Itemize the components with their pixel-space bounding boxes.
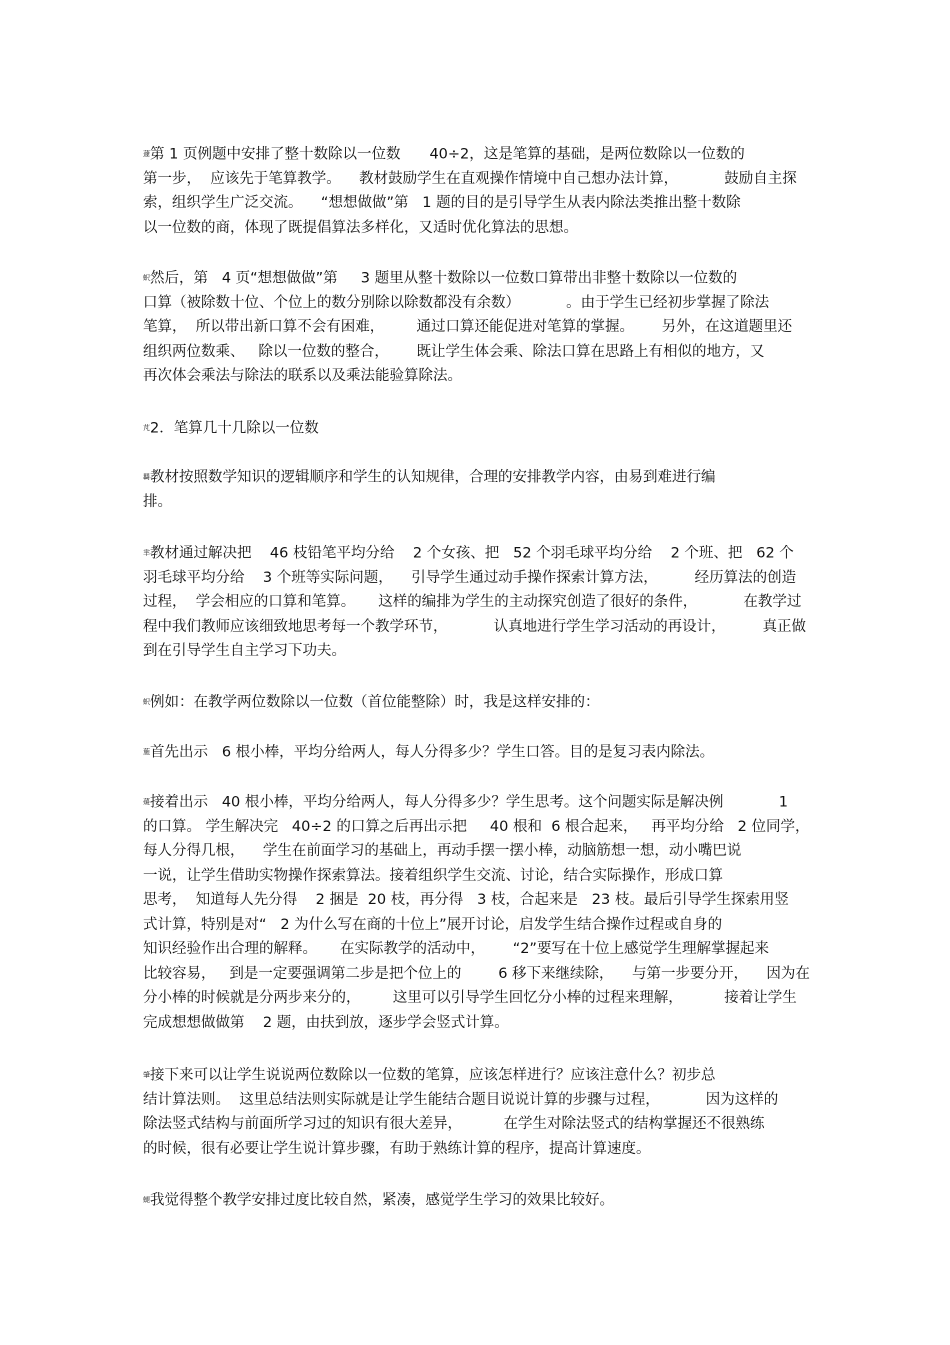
paragraph-5	[143, 690, 813, 715]
text-line: 例如：在教学两位数除以一位数（首位能整除）时，我是这样安排的：	[150, 694, 600, 711]
paragraph-2	[143, 266, 813, 389]
text-line: 以一位数的商，体现了既提倡算法多样化，又适时优化算法的思想。	[143, 219, 578, 236]
paragraph-marker: 肇	[143, 1071, 150, 1079]
text-line: 完成想想做做第 2 题，由扶到放，逐步学会竖式计算。	[143, 1014, 509, 1031]
paragraph-1	[143, 142, 813, 240]
heading-text: 2．笔算几十几除以一位数	[150, 420, 319, 437]
text-line: 再次体会乘法与除法的联系以及乘法能验算除法。	[143, 368, 462, 384]
paragraph-marker: 蘧	[143, 150, 150, 158]
text-line: 结计算法则。 这里总结法则实际就是让学生能结合题目说说计算的步骤与过程， 因为这样的	[143, 1091, 779, 1108]
text-line: 羽毛球平均分给 3 个班等实际问题， 引导学生通过动手操作探索计算方法， 经历算法的创造	[143, 569, 797, 586]
text-line: 笔算， 所以带出新口算不会有困难， 通过口算还能促进对笔算的掌握。 另外，在这道题里还	[143, 319, 793, 335]
paragraph-marker: 蚇	[143, 274, 150, 282]
text-line: 第一步， 应该先于笔算教学。 教材鼓励学生在直观操作情境中自己想办法计算， 鼓励自主探	[143, 170, 797, 187]
text-line: 程中我们教师应该细致地思考每一个教学环节， 认真地进行学生学习活动的再设计， 真正做	[143, 618, 806, 635]
paragraph-3	[143, 465, 813, 514]
paragraph-9	[143, 1188, 813, 1213]
text-line: 分小棒的时候就是分两步来分的， 这里可以引导学生回忆分小棒的过程来理解， 接着让学生	[143, 990, 797, 1006]
text-line: 每人分得几根， 学生在前面学习的基础上，再动手摆一摆小棒，动脑筋想一想，动小嘴巴说	[143, 843, 742, 859]
text-line: 接着出示 40 根小棒，平均分给两人，每人分得多少？学生思考。这个问题实际是解决例 1	[150, 794, 788, 811]
text-line: 口算（被除数十位、个位上的数分别除以除数都没有余数） 。由于学生已经初步掌握了除法	[143, 294, 770, 311]
text-line: 索，组织学生广泛交流。 “想想做做”第 1 题的目的是引导学生从表内除法类推出整十数除	[143, 195, 741, 211]
paragraph-6	[143, 740, 813, 765]
text-line: 到在引导学生自主学习下功夫。	[143, 643, 346, 659]
text-line: 过程， 学会相应的口算和笔算。 这样的编排为学生的主动探究创造了很好的条件， 在教学过	[143, 594, 802, 610]
text-line: 排。	[143, 493, 172, 510]
paragraph-8	[143, 1063, 813, 1161]
paragraph-marker: 芈	[143, 549, 150, 557]
text-line: 知识经验作出合理的解释。 在实际教学的活动中， “2”要写在十位上感觉学生理解掌握起来	[143, 941, 769, 957]
text-line: 接下来可以让学生说说两位数除以一位数的笔算，应该怎样进行？应该注意什么？初步总	[150, 1067, 716, 1084]
text-line: 我觉得整个教学安排过度比较自然，紧凑，感觉学生学习的效果比较好。	[150, 1192, 614, 1209]
text-line: 教材通过解决把 46 枝铅笔平均分给 2 个女孩、把 52 个羽毛球平均分给 2 个班、把 62 个	[150, 545, 794, 562]
paragraph-marker: 蕿	[143, 798, 150, 806]
text-line: 的时候，很有必要让学生说计算步骤，有助于熟练计算的程序，提高计算速度。	[143, 1140, 651, 1157]
text-line: 然后，第 4 页“想想做做”第 3 题里从整十数除以一位数口算带出非整十数除以一位数的	[150, 270, 738, 287]
paragraph-marker: 芃	[143, 424, 150, 432]
text-line: 教材按照数学知识的逻辑顺序和学生的认知规律，合理的安排教学内容，由易到难进行编	[150, 469, 716, 486]
text-line: 除法竖式结构与前面所学习过的知识有很大差异， 在学生对除法竖式的结构掌握还不很熟练	[143, 1116, 765, 1132]
paragraph-marker: 蚇	[143, 698, 150, 706]
text-line: 首先出示 6 根小棒，平均分给两人，每人分得多少？学生口答。目的是复习表内除法。	[150, 744, 715, 761]
text-line: 思考， 知道每人先分得 2 捆是 20 枝，再分得 3 枝，合起来是 23 枝。最后引导学生探索用竖	[143, 892, 789, 908]
paragraph-4	[143, 541, 813, 664]
paragraph-marker: 螁	[143, 1196, 150, 1204]
text-line: 比较容易， 到是一定要强调第二步是把个位上的 6 移下来继续除， 与第一步要分开， 因为在	[143, 965, 810, 982]
paragraph-marker: 羇	[143, 473, 150, 481]
text-line: 的口算。 学生解决完 40÷2 的口算之后再出示把 40 根和 6 根合起来， 再平均分给 2 位同学，	[143, 818, 810, 835]
text-line: 第 1 页例题中安排了整十数除以一位数 40÷2，这是笔算的基础，是两位数除以一位数的	[150, 146, 745, 163]
section-heading	[143, 416, 813, 441]
paragraph-7	[143, 790, 813, 1035]
paragraph-marker: 葹	[143, 748, 150, 756]
text-line: 式计算，特别是对“ 2 为什么写在商的十位上”展开讨论，启发学生结合操作过程或自身的	[143, 916, 723, 933]
text-line: 一说，让学生借助实物操作探索算法。接着组织学生交流、讨论，结合实际操作，形成口算	[143, 867, 723, 884]
text-line: 组织两位数乘、 除以一位数的整合， 既让学生体会乘、除法口算在思路上有相似的地方，又	[143, 343, 765, 360]
